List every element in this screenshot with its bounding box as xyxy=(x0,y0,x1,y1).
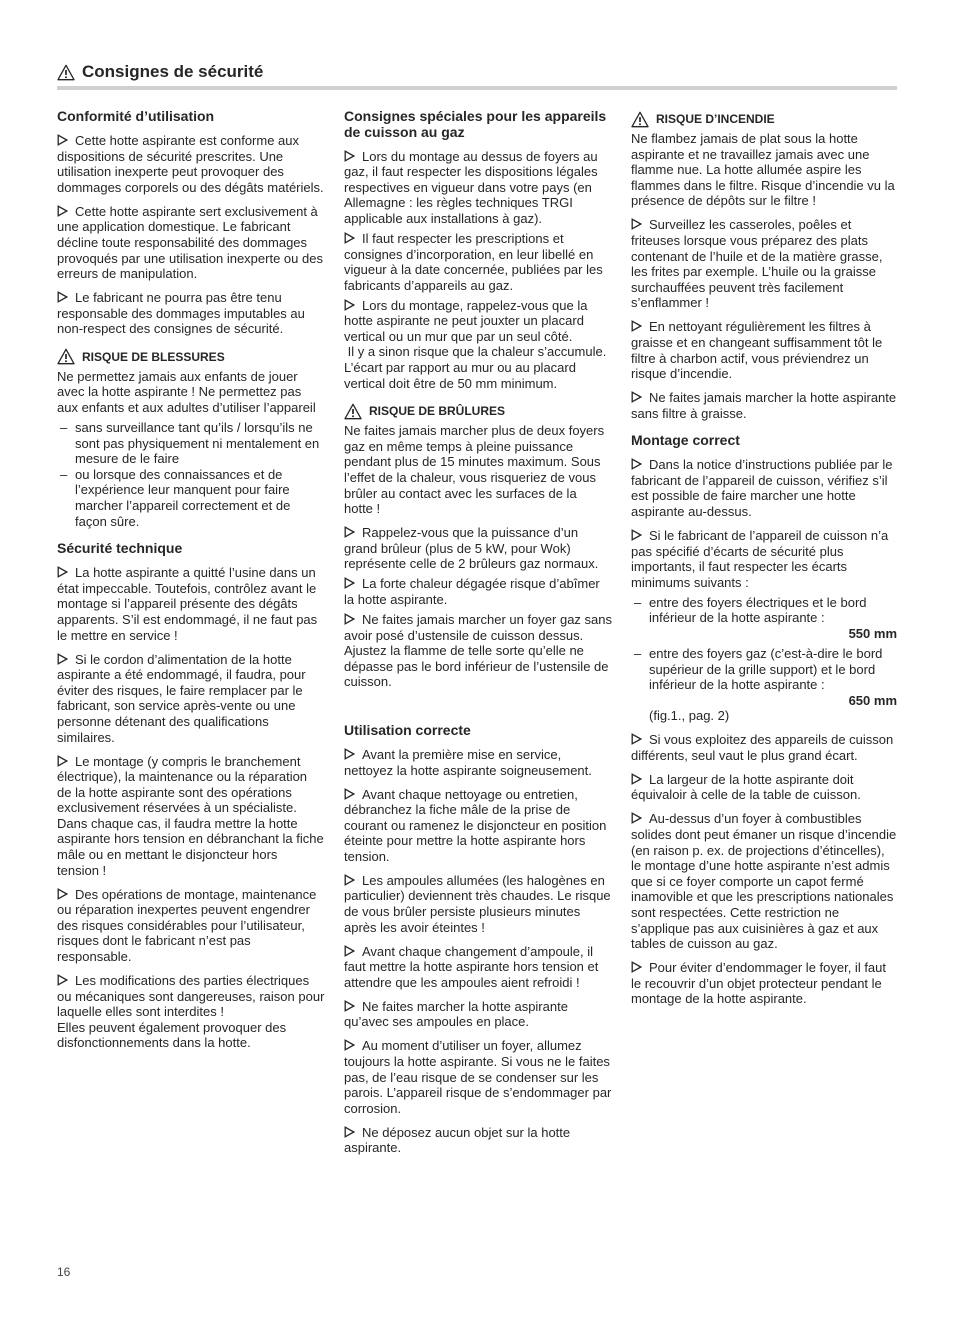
bullet-text: Avant la première mise en service, nettoyez la hotte aspirante soigneusement. xyxy=(344,746,592,778)
bullet-paragraph xyxy=(57,652,325,746)
bullet-text: Des opérations de montage, maintenance ou réparation inexpertes peuvent engendrer des risques considérables pour l’utilisateur, risques dont le fabricant n’est pas responsable. xyxy=(57,886,317,965)
section-heading: Consignes spéciales pour les appareils de cuisson au gaz xyxy=(344,108,607,140)
bullet-paragraph xyxy=(57,973,325,1051)
bullet-text: Cette hotte aspirante sert exclusivement à une application domestique. Le fabricant décline toute responsabilité des dommages provoqués par une utilisation inexperte ou des erreurs de manipulation. xyxy=(57,203,323,282)
distance-item xyxy=(631,646,897,708)
page-header xyxy=(57,61,263,83)
section-securite-technique xyxy=(57,541,325,1051)
section-risque-incendie xyxy=(631,110,897,421)
bullet-paragraph xyxy=(631,390,897,421)
bullet-paragraph xyxy=(344,787,612,865)
section-montage-correct xyxy=(631,433,897,1007)
section-utilisation-correcte xyxy=(344,723,612,1156)
bullet-text: Surveillez les casseroles, poêles et friteuses lorsque vous préparez des plats contenant de l’huile et de la matière grasse, les frites par exemple. L’huile ou la graisse surchauffées peuvent très facilement s’enflammer ! xyxy=(631,217,883,311)
warning-heading xyxy=(344,402,612,420)
triangle-bullet-icon xyxy=(344,613,355,625)
bullet-text: Si le cordon d’alimentation de la hotte aspirante a été endommagé, il faudra, pour éviter des risques, le faire remplacer par le fabricant, son service après-vente ou une personne détenant des qualifications similaires. xyxy=(57,651,306,745)
section-gaz xyxy=(344,109,612,391)
dash-item-text: ou lorsque des connaissances et de l’expérience leur manquent pour faire marcher l’appareil correctement et de façon sûre. xyxy=(75,466,291,529)
distance-list xyxy=(631,595,897,709)
bullet-list xyxy=(57,133,325,337)
bullet-paragraph xyxy=(57,133,325,195)
bullet-paragraph xyxy=(344,298,612,392)
bullet-list xyxy=(631,732,897,1007)
triangle-bullet-icon xyxy=(631,773,642,785)
warning-heading xyxy=(57,348,325,366)
bullet-paragraph xyxy=(631,772,897,803)
bullet-paragraph xyxy=(344,231,612,293)
triangle-bullet-icon xyxy=(344,1126,355,1138)
bullet-text: Lors du montage, rappelez-vous que la hotte aspirante ne peut jouxter un placard vertical ou un mur que par un seul côté. Il y a sinon risque que la chaleur s’accumule. L’écart par rapport au mur ou au placard vertical doit être de 50 mm minimum. xyxy=(344,297,607,391)
section-heading: Sécurité technique xyxy=(57,540,183,557)
section-risque-blessures xyxy=(57,348,325,529)
bullet-text: La hotte aspirante a quitté l’usine dans un état impeccable. Toutefois, contrôlez avant le montage si l’appareil présente des dégâts apparents. S’il est endommagé, il ne faut pas le mettre en service ! xyxy=(57,565,318,643)
bullet-text: Si vous exploitez des appareils de cuisson différents, seul vaut le plus grand écart. xyxy=(631,732,894,763)
figure-reference: (fig.1., pag. 2) xyxy=(649,708,730,724)
bullet-text: Lors du montage au dessus de foyers au gaz, il faut respecter les dispositions légales respectives en vigueur dans votre pays (en Allemagne : les règles techniques TRGI applicable aux installations à gaz). xyxy=(344,148,598,226)
bullet-paragraph xyxy=(344,999,612,1030)
bullet-text: Avant chaque changement d’ampoule, il faut mettre la hotte aspirante hors tension et attendre que les ampoules aient refroidi ! xyxy=(344,943,599,990)
column-left xyxy=(57,109,325,1059)
dash-list xyxy=(57,420,325,529)
triangle-bullet-icon xyxy=(344,150,355,162)
warning-label: RISQUE DE BRÛLURES xyxy=(369,404,506,419)
column-right xyxy=(631,109,897,1015)
bullet-paragraph xyxy=(631,732,897,763)
bullet-list xyxy=(631,217,897,421)
triangle-bullet-icon xyxy=(631,961,642,973)
triangle-bullet-icon xyxy=(344,526,355,538)
triangle-bullet-icon xyxy=(631,320,642,332)
triangle-bullet-icon xyxy=(344,788,355,800)
section-conformite xyxy=(57,109,325,337)
triangle-bullet-icon xyxy=(631,218,642,230)
bullet-list xyxy=(631,457,897,519)
bullet-paragraph xyxy=(344,525,612,572)
bullet-list xyxy=(344,747,612,1156)
warning-text-content: Ne flambez jamais de plat sous la hotte aspirante et ne travaillez jamais avec une flamme nue. La hotte allumée aspire les flammes dans le filtre. Risque d’incendie vu la présence de dépôts sur le filtre ! xyxy=(631,131,895,209)
triangle-bullet-icon xyxy=(344,299,355,311)
dash-list-item xyxy=(57,420,325,467)
warning-triangle-icon xyxy=(631,111,649,128)
triangle-bullet-icon xyxy=(631,391,642,403)
bullet-paragraph xyxy=(57,204,325,282)
bullet-text: Avant chaque nettoyage ou entretien, débranchez la fiche mâle de la prise de courant ou ramenez le disjoncteur en position éteinte pour mettre la hotte aspirante hors tension. xyxy=(344,786,607,864)
column-middle xyxy=(344,109,612,1164)
dash-list-item xyxy=(57,467,325,529)
bullet-text: Pour éviter d’endommager le foyer, il faut le recouvrir d’un objet protecteur pendant le montage de la hotte aspirante. xyxy=(631,960,887,1007)
triangle-bullet-icon xyxy=(57,134,68,146)
triangle-bullet-icon xyxy=(344,874,355,886)
bullet-paragraph xyxy=(344,149,612,227)
bullet-text: Ne déposez aucun objet sur la hotte aspirante. xyxy=(344,1124,571,1156)
bullet-paragraph xyxy=(631,319,897,381)
warning-triangle-icon xyxy=(57,348,75,365)
warning-text-content: Ne faites jamais marcher plus de deux foyers gaz en même temps à pleine puissance pendant plus de 15 minutes maximum. Sous l’effet de la chaleur, vous risqueriez de vous brûler au contact avec les surfaces de la hotte ! xyxy=(344,423,605,517)
warning-text xyxy=(57,369,325,416)
triangle-bullet-icon xyxy=(344,1039,355,1051)
bullet-paragraph xyxy=(57,887,325,965)
warning-text xyxy=(631,131,897,209)
bullet-list xyxy=(344,525,612,690)
bullet-text: Ne faites jamais marcher la hotte aspirante sans filtre à graisse. xyxy=(631,390,897,421)
triangle-bullet-icon xyxy=(631,733,642,745)
bullet-paragraph xyxy=(344,1038,612,1116)
triangle-bullet-icon xyxy=(57,205,68,217)
bullet-text: Cette hotte aspirante est conforme aux dispositions de sécurité prescrites. Une utilisation inexperte peut provoquer des dommages corporels ou des dégâts matériels. xyxy=(57,132,324,195)
bullet-paragraph xyxy=(631,217,897,311)
bullet-text: Il faut respecter les prescriptions et consignes d’incorporation, en leur libellé en vigueur à la date concernée, publiées par les fabricants d’appareils au gaz. xyxy=(344,230,603,293)
distance-value: 550 mm xyxy=(848,625,897,641)
bullet-text: Les ampoules allumées (les halogènes en particulier) deviennent très chaudes. Le risque de vous brûler persiste plusieurs minutes après les avoir éteintes ! xyxy=(344,872,611,935)
bullet-text: Rappelez-vous que la puissance d’un grand brûleur (plus de 5 kW, pour Wok) représente celle de 2 brûleurs gaz normaux. xyxy=(344,525,599,572)
warning-label: RISQUE D’INCENDIE xyxy=(656,112,775,126)
distance-label: entre des foyers électriques et le bord inférieur de la hotte aspirante : xyxy=(649,594,867,626)
bullet-list xyxy=(344,149,612,392)
triangle-bullet-icon xyxy=(344,748,355,760)
distance-label: entre des foyers gaz (c’est-à-dire le bord supérieur de la grille support) et le bord inférieur de la hotte aspirante : xyxy=(649,645,883,693)
triangle-bullet-icon xyxy=(57,755,68,767)
bullet-paragraph xyxy=(57,290,325,337)
triangle-bullet-icon xyxy=(344,1000,355,1012)
bullet-text: Le fabricant ne pourra pas être tenu responsable des dommages imputables au non-respect des consignes de sécurité. xyxy=(57,290,305,337)
bullet-paragraph xyxy=(631,457,897,519)
bullet-paragraph xyxy=(344,612,612,690)
warning-text xyxy=(344,423,612,517)
bullet-text: En nettoyant régulièrement les filtres à graisse et en changeant suffisamment tôt le filtre à charbon actif, vous préviendrez un risque d’incendie. xyxy=(631,319,883,382)
bullet-paragraph xyxy=(57,565,325,643)
triangle-bullet-icon xyxy=(631,812,642,824)
triangle-bullet-icon xyxy=(57,291,68,303)
section-heading: Utilisation correcte xyxy=(344,721,471,738)
bullet-text: Ne faites jamais marcher un foyer gaz sans avoir posé d’ustensile de cuisson dessus. Ajustez la flamme de telle sorte qu’elle ne dépasse pas le bord inférieur de l’ustensile de cuisson. xyxy=(344,611,612,690)
triangle-bullet-icon xyxy=(631,458,642,470)
triangle-bullet-icon xyxy=(57,974,68,986)
bullet-paragraph xyxy=(344,873,612,935)
bullet-paragraph xyxy=(631,811,897,951)
bullet-text: Si le fabricant de l’appareil de cuisson n’a pas spécifié d’écarts de sécurité plus importants, il faut respecter les écarts minimums suivants : xyxy=(631,528,889,590)
section-heading: Conformité d’utilisation xyxy=(57,108,215,124)
distance-value: 650 mm xyxy=(848,692,897,708)
bullet-list xyxy=(57,565,325,1051)
triangle-bullet-icon xyxy=(57,653,68,665)
bullet-text: Au-dessus d’un foyer à combustibles solides dont peut émaner un risque d’incendie (en raison p. ex. de projections d’étincelles), le montage d’une hotte aspirante n’est admis que si ce foyer comporte un capot fermé inamovible et que les prescriptions nationales sont respectées. Cette restriction ne s’applique pas aux cuisinières à gaz et aux tables de cuisson au gaz. xyxy=(631,811,897,952)
bullet-paragraph xyxy=(344,747,612,778)
triangle-bullet-icon xyxy=(344,945,355,957)
section-heading: Montage correct xyxy=(631,432,740,449)
bullet-paragraph xyxy=(57,754,325,879)
warning-heading xyxy=(631,110,897,128)
bullet-text: Dans la notice d’instructions publiée par le fabricant de l’appareil de cuisson, vérifiez s’il est possible de faire marcher une hotte aspirante au-dessus. xyxy=(631,457,893,520)
bullet-text: Ne faites marcher la hotte aspirante qu’avec ses ampoules en place. xyxy=(344,998,568,1030)
triangle-bullet-icon xyxy=(631,529,642,541)
warning-triangle-icon xyxy=(57,64,75,81)
triangle-bullet-icon xyxy=(57,888,68,900)
warning-label: RISQUE DE BLESSURES xyxy=(82,349,225,364)
section-risque-brulures xyxy=(344,402,612,690)
bullet-paragraph xyxy=(631,960,897,1007)
page-title: Consignes de sécurité xyxy=(82,62,264,81)
distance-item xyxy=(631,595,897,642)
bullet-paragraph xyxy=(344,944,612,991)
bullet-text: Les modifications des parties électriques ou mécaniques sont dangereuses, raison pour laquelle elles sont interdites ! Elles peuvent également provoquer des disfonctionnements dans la hotte. xyxy=(57,973,325,1051)
warning-text-content: Ne permettez jamais aux enfants de jouer avec la hotte aspirante ! Ne permettez pas aux enfants et aux adultes d’utiliser l’appareil xyxy=(57,368,316,416)
triangle-bullet-icon xyxy=(57,566,68,578)
triangle-bullet-icon xyxy=(344,577,355,589)
bullet-text: La forte chaleur dégagée risque d’abîmer la hotte aspirante. xyxy=(344,576,600,607)
bullet-paragraph xyxy=(631,528,897,590)
page-number: 16 xyxy=(57,1265,71,1279)
warning-triangle-icon xyxy=(344,403,362,420)
triangle-bullet-icon xyxy=(344,232,355,244)
bullet-text: Le montage (y compris le branchement électrique), la maintenance ou la réparation de la hotte aspirante sont des opérations exclusivement réservées à un spécialiste. Dans chaque cas, il faudra mettre la hotte aspirante hors tension en débranchant la fiche mâle ou en mettant le disjoncteur hors tension ! xyxy=(57,753,324,878)
bullet-text: Au moment d’utiliser un foyer, allumez toujours la hotte aspirante. Si vous ne le faites pas, de l’eau risque de se condenser sur les parois. L’appareil risque de s’endommager par corrosion. xyxy=(344,1038,612,1116)
dash-item-text: sans surveillance tant qu’ils / lorsqu’ils ne sont pas physiquement ni mentalement en mesure de le faire xyxy=(75,420,320,467)
bullet-paragraph xyxy=(344,576,612,607)
header-rule xyxy=(57,86,897,90)
bullet-paragraph xyxy=(344,1125,612,1156)
bullet-text: La largeur de la hotte aspirante doit équivaloir à celle de la table de cuisson. xyxy=(631,771,861,803)
